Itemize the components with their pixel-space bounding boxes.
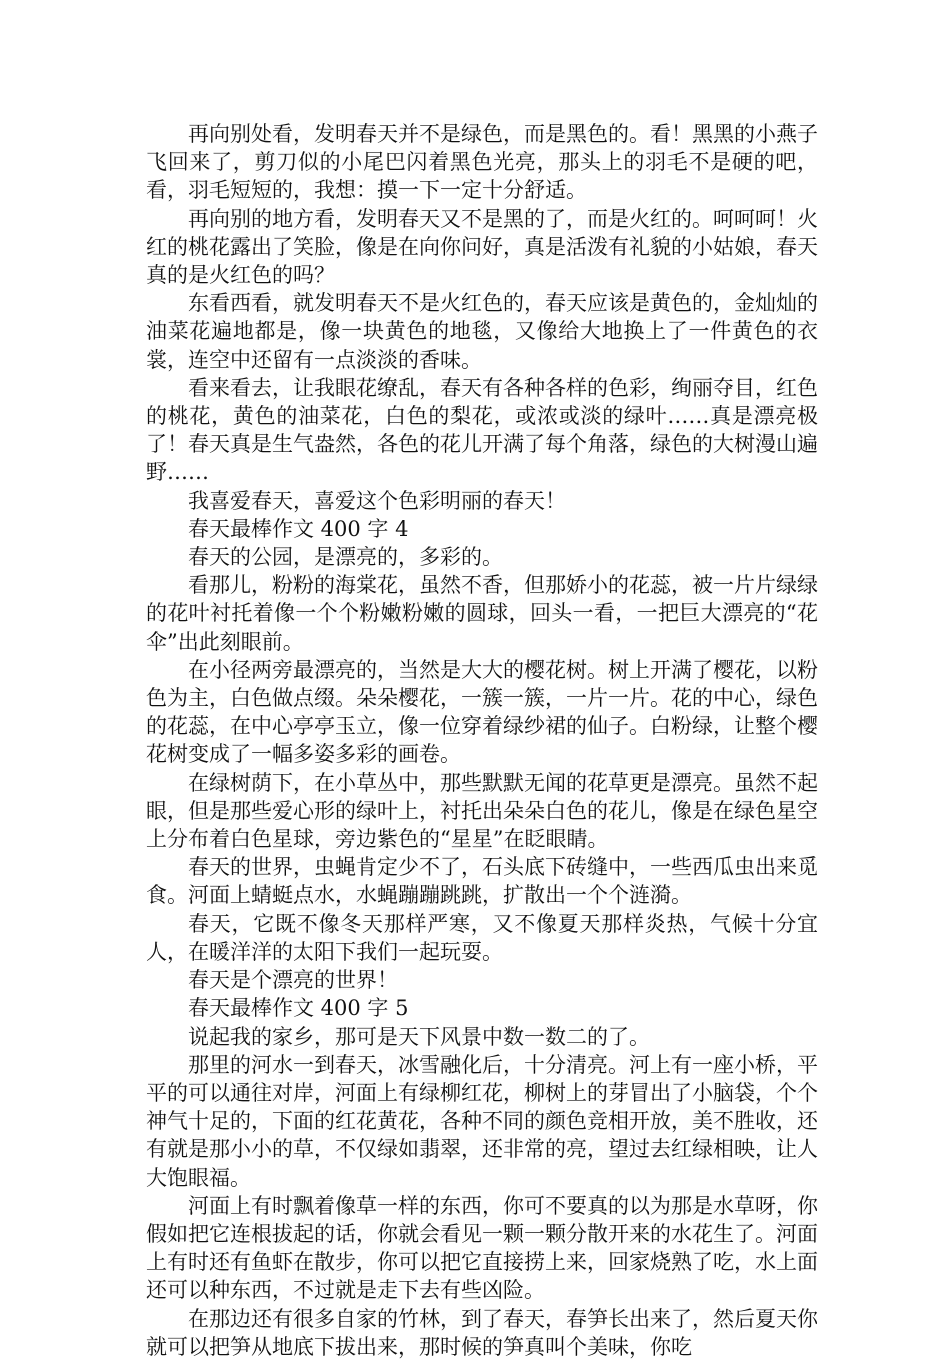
paragraph-colors: 看来看去，让我眼花缭乱，春天有各种各样的色彩，绚丽夺目，红色的桃花，黄色的油菜花，白色的梨花，或浓或淡的绿叶……真是漂亮极了！春天真是生气盎然，各色的花儿开满了每个角落，绿色的大树漫山遍野……: [146, 375, 818, 485]
paragraph-swallow: 再向别处看，发明春天并不是绿色，而是黑色的。看！黑黑的小燕子飞回来了，剪刀似的小尾巴闪着黑色光亮，那头上的羽毛不是硬的吧，看，羽毛短短的，我想：摸一下一定十分舒适。: [146, 122, 818, 203]
paragraph-beautiful-world: 春天是个漂亮的世界！: [188, 968, 398, 993]
paragraph-love-spring: 我喜爱春天，喜爱这个色彩明丽的春天！: [188, 488, 566, 513]
paragraph-peach-blossom: 再向别的地方看，发明春天又不是黑的了，而是火红的。呵呵呵！火红的桃花露出了笑脸，像是在向你问好，真是活泼有礼貌的小姑娘，春天真的是火红色的吗？: [146, 206, 818, 288]
paragraph-river: 那里的河水一到春天，冰雪融化后，十分清亮。河上有一座小桥，平平的可以通往对岸，河面上有绿柳红花，柳树上的芽冒出了小脑袋，个个神气十足的，下面的红花黄花，各种不同的颜色竞相开放，美不胜收，还有就是那小小的草，不仅绿如翡翠，还非常的亮，望过去红绿相映，让人大饱眼福。: [146, 1052, 818, 1190]
paragraph-weather: 春天，它既不像冬天那样严寒，又不像夏天那样炎热，气候十分宜人，在暖洋洋的太阳下我们一起玩耍。: [146, 911, 818, 964]
paragraph-park: 春天的公园，是漂亮的，多彩的。: [188, 545, 503, 570]
paragraph-hometown: 说起我的家乡，那可是天下风景中数一数二的了。: [188, 1024, 650, 1049]
document-body: [146, 120, 818, 1361]
paragraph-rapeseed: 东看西看，就发明春天不是火红色的，春天应该是黄色的，金灿灿的油菜花遍地都是，像一块黄色的地毯，又像给大地换上了一件黄色的衣裳，连空中还留有一点淡淡的香味。: [146, 291, 818, 372]
essay-heading-4: 春天最棒作文 400 字 4: [188, 516, 409, 541]
paragraph-bamboo: 在那边还有很多自家的竹林，到了春天，春笋长出来了，然后夏天你就可以把笋从地底下拔出来，那时候的笋真叫个美味，你吃: [146, 1306, 818, 1359]
paragraph-water-plants: 河面上有时飘着像草一样的东西，你可不要真的以为那是水草呀，你假如把它连根拔起的话，你就会看见一颗一颗分散开来的水花生了。河面上有时还有鱼虾在散步，你可以把它直接捞上来，回家烧熟了吃，水上面还可以种东西，不过就是走下去有些凶险。: [146, 1193, 818, 1303]
paragraph-begonia: 看那儿，粉粉的海棠花，虽然不香，但那娇小的花蕊，被一片片绿绿的花叶衬托着像一个个粉嫩粉嫩的圆球，回头一看，一把巨大漂亮的“花伞”出此刻眼前。: [146, 573, 818, 654]
paragraph-insects: 春天的世界，虫蝇肯定少不了，石头底下砖缝中，一些西瓜虫出来觅食。河面上蜻蜓点水，水蝇蹦蹦跳跳，扩散出一个个涟漪。: [146, 855, 818, 908]
paragraph-flowers-grass: 在绿树荫下，在小草丛中，那些默默无闻的花草更是漂亮。虽然不起眼，但是那些爱心形的绿叶上，衬托出朵朵白色的花儿，像是在绿色星空上分布着白色星球，旁边紫色的“星星”在眨眼睛。: [146, 770, 818, 852]
paragraph-cherry-blossom: 在小径两旁最漂亮的，当然是大大的樱花树。树上开满了樱花，以粉色为主，白色做点缀。朵朵樱花，一簇一簇，一片一片。花的中心，绿色的花蕊，在中心亭亭玉立，像一位穿着绿纱裙的仙子。白粉绿，让整个樱花树变成了一幅多姿多彩的画卷。: [146, 657, 818, 767]
essay-heading-5: 春天最棒作文 400 字 5: [188, 996, 409, 1021]
